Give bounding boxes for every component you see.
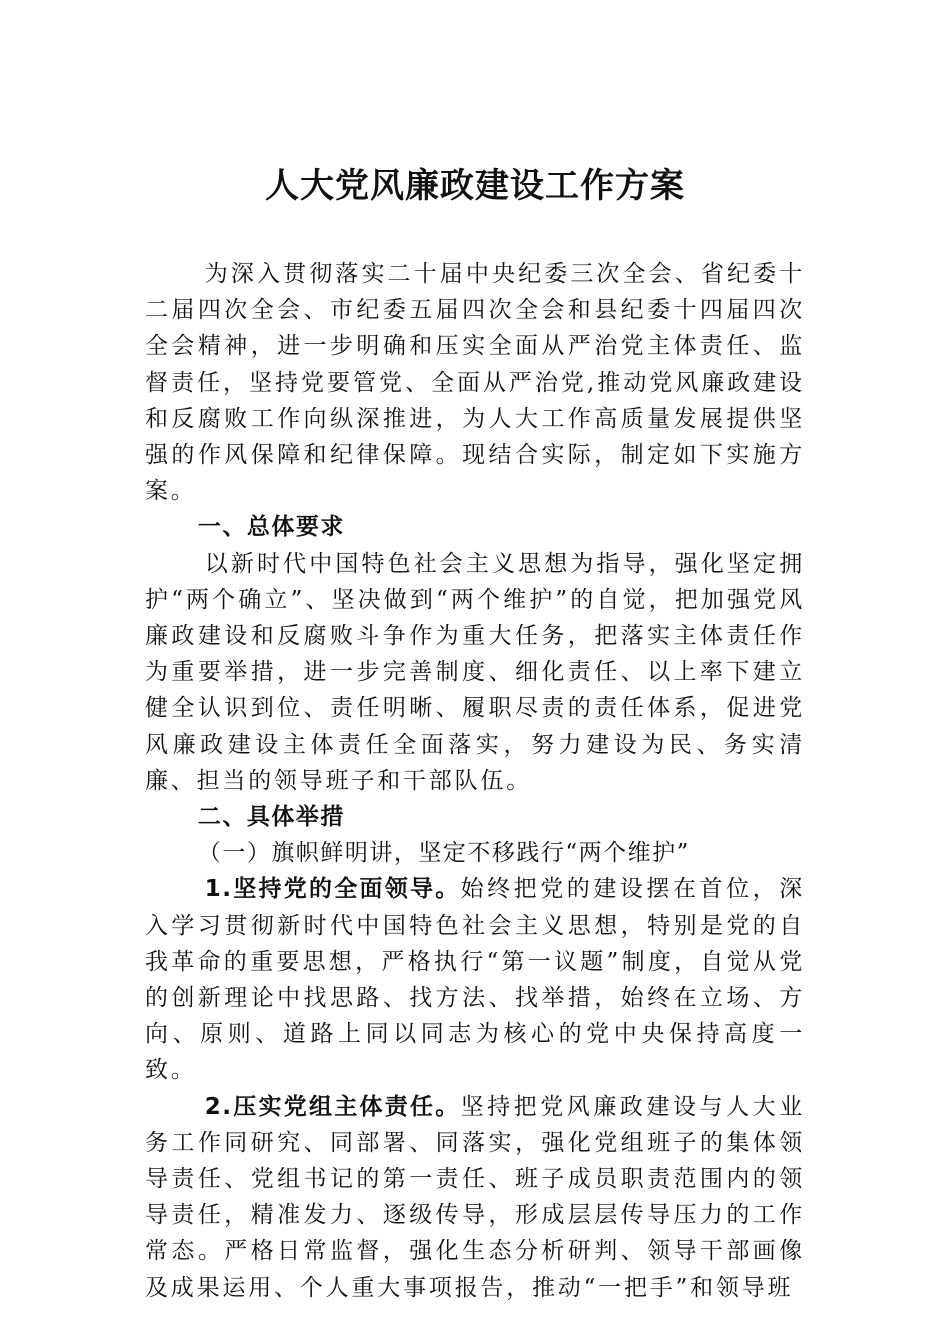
intro-paragraph: 为深入贯彻落实二十届中央纪委三次全会、省纪委十二届四次全会、市纪委五届四次全会和县纪委十四届四次全会精神，进一步明确和压实全面从严治党主体责任、监督责任，坚持党要管党、全面从严治党,推动党风廉政建设和反腐败工作向纵深推进，为人大工作高质量发展提供坚强的作风保障和纪律保障。现结合实际，制定如下实施方案。 — [145, 261, 805, 505]
measure-item-1-lead: 1.坚持党的全面领导。 — [204, 876, 461, 903]
section-heading-overall-requirements: 一、总体要求 — [197, 514, 345, 541]
measure-item-1 — [145, 871, 805, 1088]
overall-requirements-paragraph: 以新时代中国特色社会主义思想为指导，强化坚定拥护“两个确立”、坚决做到“两个维护”的自觉，把加强党风廉政建设和反腐败斗争作为重大任务，把落实主体责任作为重要举措，进一步完善制度、细化责任、以上率下建立健全认识到位、责任明晰、履职尽责的责任体系，促进党风廉政建设主体责任全面落实，努力建设为民、务实清廉、担当的领导班子和干部队伍。 — [145, 550, 805, 794]
document-title: 人大党风廉政建设工作方案 — [265, 166, 685, 206]
document-body — [145, 256, 805, 1306]
measure-item-2-lead: 2.压实党组主体责任。 — [204, 1093, 461, 1120]
subsection-heading-1: （一）旗帜鲜明讲，坚定不移践行“两个维护” — [197, 840, 690, 867]
measure-item-2-text: 坚持把党风廉政建设与人大业务工作同研究、同部署、同落实，强化党组班子的集体领导责任、党组书记的第一责任、班子成员职责范围内的领导责任，精准发力、逐级传导，形成层层传导压力的工作常态。严格日常监督，强化生态分析研判、领导干部画像及成果运用、个人重大事项报告，推动“一把手”和领导班 — [145, 1093, 805, 1301]
section-heading-specific-measures: 二、具体举措 — [197, 804, 345, 831]
measure-item-2 — [145, 1089, 805, 1306]
measure-item-1-text: 始终把党的建设摆在首位，深入学习贯彻新时代中国特色社会主义思想，特别是党的自我革命的重要思想，严格执行“第一议题”制度，自觉从党的创新理论中找思路、找方法、找举措，始终在立场、方向、原则、道路上同以同志为核心的党中央保持高度一致。 — [145, 876, 805, 1084]
